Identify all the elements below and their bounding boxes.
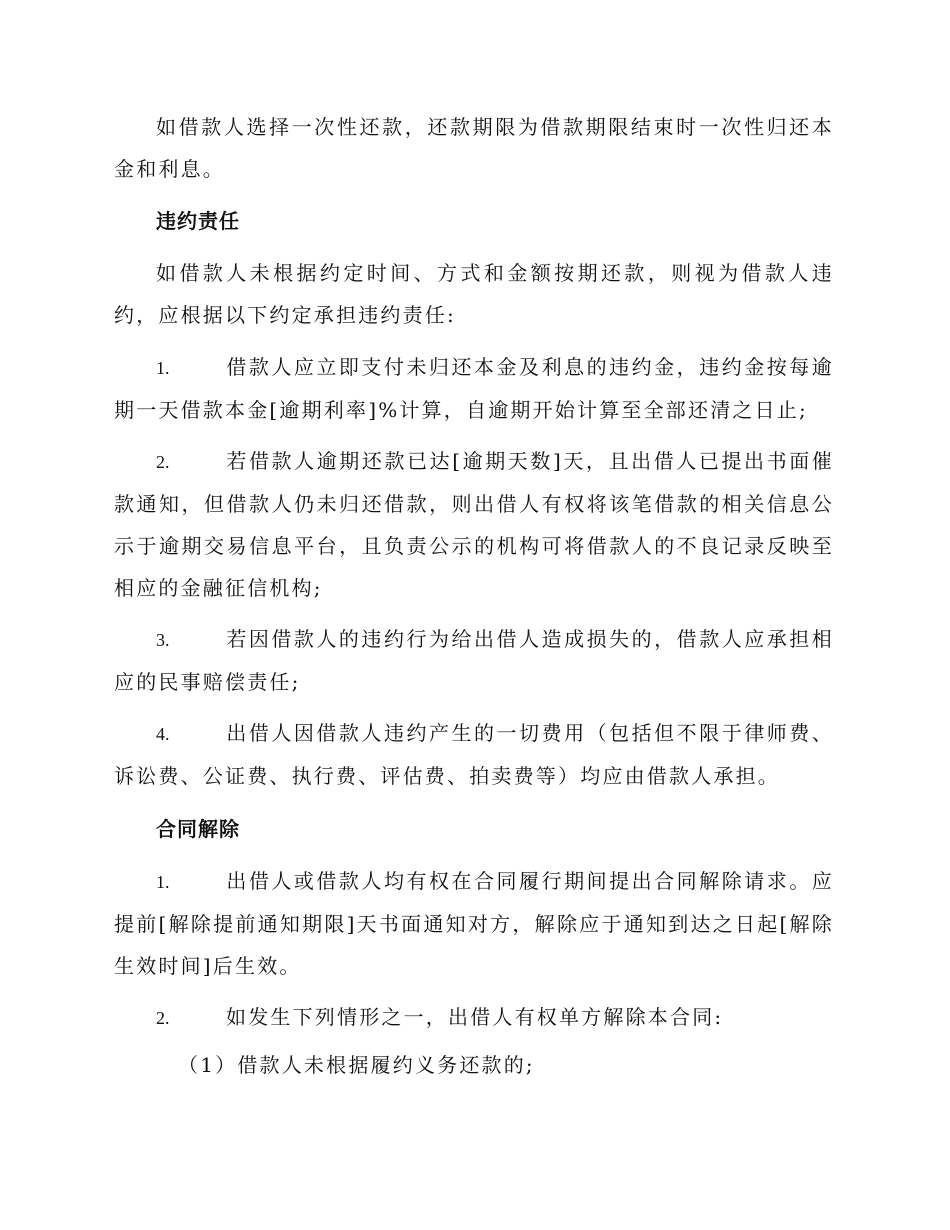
list-item-text: 若借款人逾期还款已达[逾期天数]天，且出借人已提出书面催款通知，但借款人仍未归还借款，则出借人有权将该笔借款的相关信息公示于逾期交易信息平台，且负责公示的机构可将借款人的不良记录反映至相应的金融征信机构;	[114, 449, 834, 600]
list-number: 1.	[156, 872, 170, 892]
breach-item-4	[114, 712, 834, 797]
list-number: 2.	[156, 1008, 170, 1028]
termination-item-1	[114, 860, 834, 987]
list-number: 3.	[156, 630, 170, 650]
list-item-text: 借款人应立即支付未归还本金及利息的违约金，违约金按每逾期一天借款本金[逾期利率]%计算，自逾期开始计算至全部还清之日止;	[114, 355, 834, 422]
termination-item-2	[114, 996, 834, 1039]
breach-item-1	[114, 346, 834, 431]
list-item-text: 出借人因借款人违约产生的一切费用（包括但不限于律师费、诉讼费、公证费、执行费、评估费、拍卖费等）均应由借款人承担。	[114, 721, 834, 788]
termination-heading: 合同解除	[156, 817, 240, 841]
list-item-text: 若因借款人的违约行为给出借人造成损失的，借款人应承担相应的民事赔偿责任;	[114, 627, 834, 694]
breach-lead-paragraph: 如借款人未根据约定时间、方式和金额按期还款，则视为借款人违约，应根据以下约定承担违约责任:	[114, 261, 834, 327]
breach-heading: 违约责任	[156, 209, 240, 233]
list-number: 2.	[156, 452, 170, 472]
intro-paragraph: 如借款人选择一次性还款，还款期限为借款期限结束时一次性归还本金和利息。	[114, 115, 834, 181]
list-number: 1.	[156, 358, 170, 378]
list-number: 4.	[156, 724, 170, 744]
breach-item-3	[114, 618, 834, 703]
list-item-text: 出借人或借款人均有权在合同履行期间提出合同解除请求。应提前[解除提前通知期限]天书面通知对方，解除应于通知到达之日起[解除生效时间]后生效。	[114, 869, 834, 978]
termination-sub-item-1: （1）借款人未根据履约义务还款的;	[178, 1053, 535, 1077]
list-item-text: 如发生下列情形之一，出借人有权单方解除本合同:	[226, 1005, 724, 1029]
breach-item-2	[114, 440, 834, 609]
